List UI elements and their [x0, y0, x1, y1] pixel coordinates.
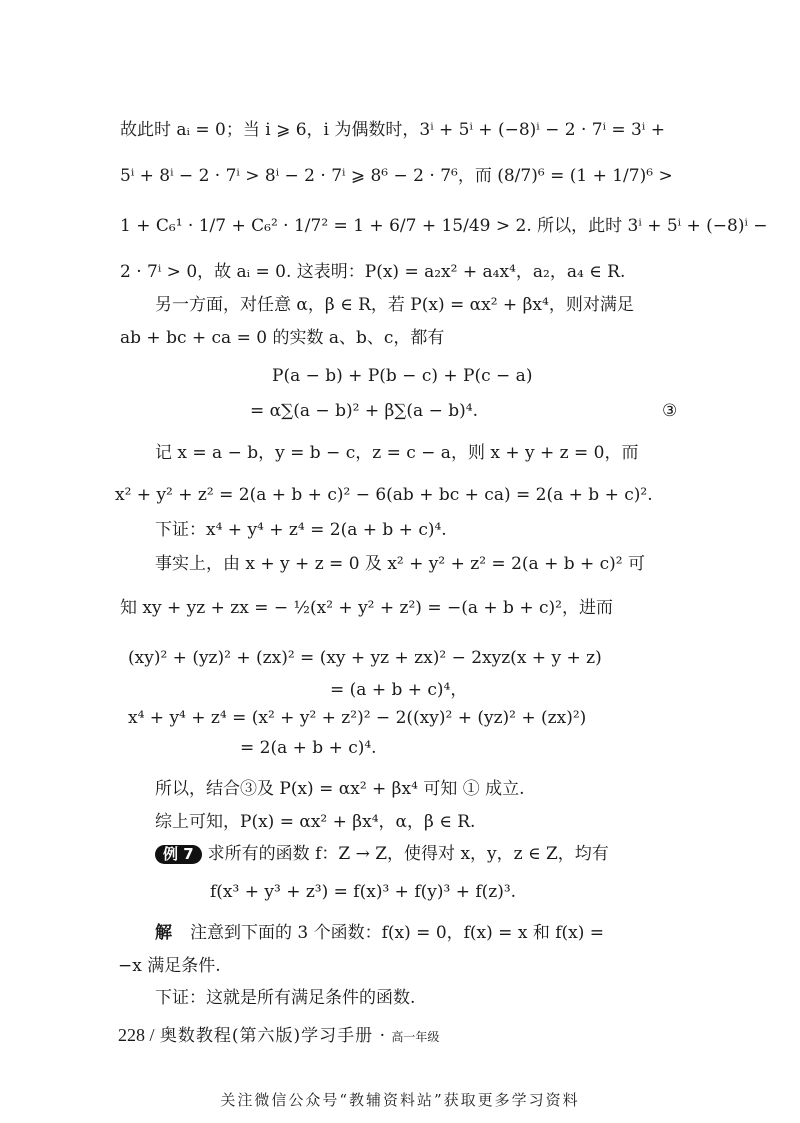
text-line-1: 故此时 aᵢ = 0；当 i ⩾ 6，i 为偶数时，3ⁱ + 5ⁱ + (−8)ⁱ − 2 · 7ⁱ = 3ⁱ +: [120, 120, 665, 140]
text-line-6: ab + bc + ca = 0 的实数 a、b、c，都有: [120, 328, 445, 348]
text-line-3: 1 + C₆¹ · 1/7 + C₆² · 1/7² = 1 + 6/7 + 15/49 > 2. 所以，此时 3ⁱ + 5ⁱ + (−8)ⁱ −: [120, 216, 768, 236]
display-equation-1a: P(a − b) + P(b − c) + P(c − a): [272, 366, 533, 386]
grade-label: 高一年级: [391, 1030, 440, 1044]
display-equation-1b: = α∑(a − b)² + β∑(a − b)⁴.: [250, 401, 478, 421]
page-number: 228 /: [118, 1025, 155, 1045]
solution-line-2: −x 满足条件.: [118, 956, 221, 976]
solution-label: 解: [155, 923, 172, 943]
watermark: 关注微信公众号“教辅资料站”获取更多学习资料: [220, 1091, 580, 1109]
text-line-8: x² + y² + z² = 2(a + b + c)² − 6(ab + bc + ca) = 2(a + b + c)².: [115, 485, 653, 505]
solution-line-1: [155, 925, 604, 942]
page-footer: [118, 1026, 439, 1045]
text-line-4: 2 · 7ⁱ > 0，故 aᵢ = 0. 这表明：P(x) = a₂x² + a₄x⁴，a₂，a₄ ∈ R.: [120, 262, 626, 282]
text-line-12: 所以，结合③及 P(x) = αx² + βx⁴ 可知 ① 成立.: [155, 779, 525, 799]
example-statement: 求所有的函数 f：Z → Z，使得对 x，y，z ∈ Z，均有: [207, 844, 609, 864]
equation-number-3: ③: [662, 401, 678, 421]
display-equation-2a: (xy)² + (yz)² + (zx)² = (xy + yz + zx)² − 2xyz(x + y + z): [128, 648, 602, 668]
text-line-13: 综上可知，P(x) = αx² + βx⁴，α，β ∈ R.: [155, 812, 476, 832]
display-equation-2c: x⁴ + y⁴ + z⁴ = (x² + y² + z²)² − 2((xy)² + (yz)² + (zx)²): [128, 708, 587, 728]
example-equation: f(x³ + y³ + z³) = f(x)³ + f(y)³ + f(z)³.: [210, 882, 517, 902]
text-line-5: 另一方面，对任意 α，β ∈ R，若 P(x) = αx² + βx⁴，则对满足: [155, 295, 634, 315]
text-line-7: 记 x = a − b，y = b − c，z = c − a，则 x + y + z = 0，而: [155, 443, 639, 463]
example-7: [155, 845, 609, 864]
book-title: 奥数教程(第六版)学习手册 ·: [159, 1026, 386, 1046]
text-line-10: 事实上，由 x + y + z = 0 及 x² + y² + z² = 2(a + b + c)² 可: [155, 554, 646, 574]
solution-line-3: 下证：这就是所有满足条件的函数.: [155, 988, 416, 1008]
solution-text-1: 注意到下面的 3 个函数：f(x) = 0，f(x) = x 和 f(x) =: [190, 923, 605, 943]
text-line-9: 下证：x⁴ + y⁴ + z⁴ = 2(a + b + c)⁴.: [155, 520, 447, 540]
display-equation-2b: = (a + b + c)⁴，: [330, 680, 468, 700]
text-line-2: 5ⁱ + 8ⁱ − 2 · 7ⁱ > 8ⁱ − 2 · 7ⁱ ⩾ 8⁶ − 2 · 7⁶，而 (8/7)⁶ = (1 + 1/7)⁶ >: [120, 166, 673, 186]
text-line-11: 知 xy + yz + zx = − ½(x² + y² + z²) = −(a + b + c)²，进而: [120, 598, 613, 618]
example-badge: 例 7: [155, 845, 202, 864]
display-equation-2d: = 2(a + b + c)⁴.: [240, 738, 377, 758]
